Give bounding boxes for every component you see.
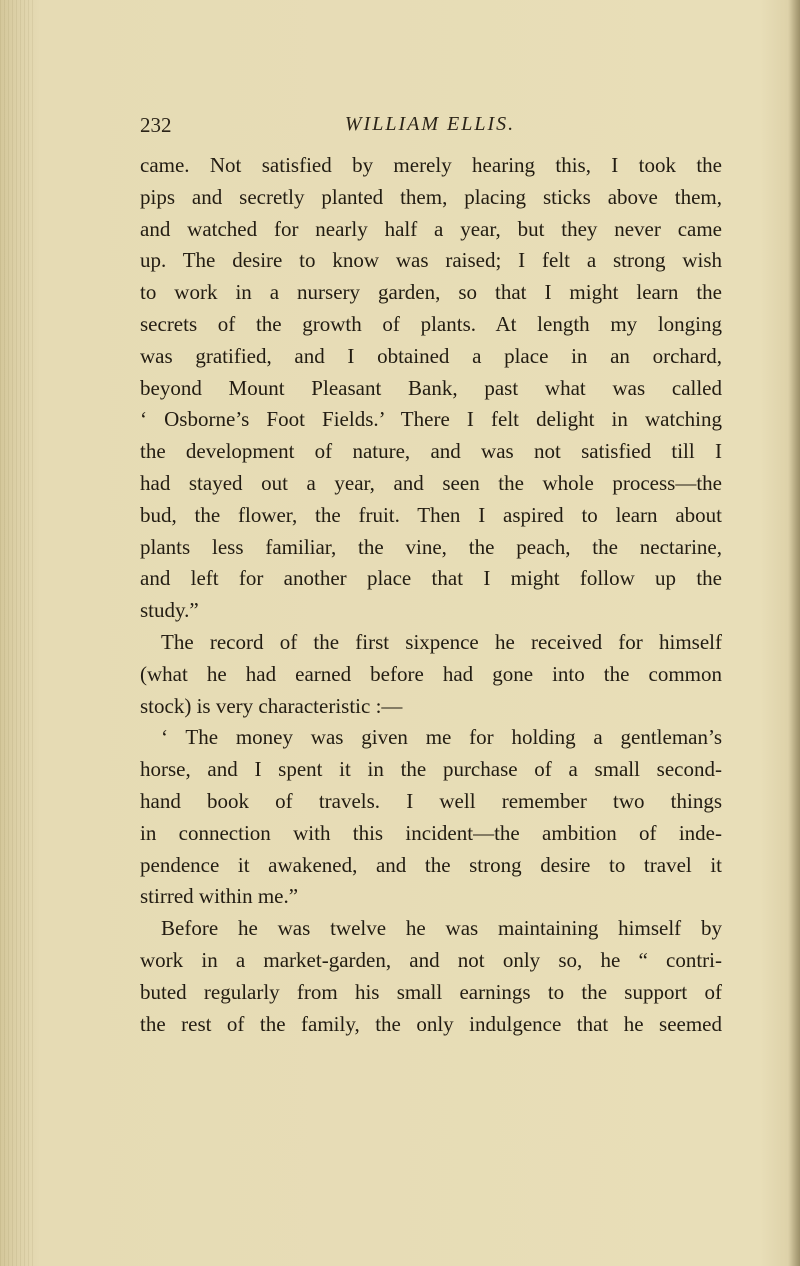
paragraph-4 [140, 913, 722, 1040]
text-line: in connection with this incident—the ambition of inde- [140, 820, 722, 845]
paragraph-3 [140, 722, 722, 913]
running-title: WILLIAM ELLIS. [344, 113, 516, 135]
text-line: pendence it awakened, and the strong desire to travel it [140, 852, 722, 877]
text-line: the development of nature, and was not satisfied till I [140, 439, 722, 464]
paragraph-2 [140, 627, 722, 722]
text-line: stock) is very characteristic :— [140, 693, 403, 718]
text-line: to work in a nursery garden, so that I might learn the [140, 280, 722, 305]
text-line: buted regularly from his small earnings to the support of [140, 979, 722, 1004]
text-line: ‘ The money was given me for holding a gentleman’s [161, 725, 722, 750]
text-line: bud, the flower, the fruit. Then I aspired to learn about [140, 502, 722, 527]
text-line: (what he had earned before had gone into the common [140, 661, 722, 686]
text-line: pips and secretly planted them, placing sticks above them, [140, 184, 722, 209]
text-line: came. Not satisfied by merely hearing this, I took the [140, 153, 722, 177]
page-header [140, 113, 720, 143]
page-edge-shadow [788, 0, 800, 1266]
text-line: the rest of the family, the only indulgence that he seemed [140, 1011, 722, 1036]
text-line: and watched for nearly half a year, but they never came [140, 216, 722, 241]
text-line: secrets of the growth of plants. At length my longing [140, 311, 722, 336]
text-line: stirred within me.” [140, 884, 299, 909]
text-line: hand book of travels. I well remember two things [140, 788, 722, 813]
text-line: beyond Mount Pleasant Bank, past what was called [140, 375, 722, 400]
text-line: and left for another place that I might follow up the [140, 566, 722, 591]
text-line: Before he was twelve he was maintaining himself by [161, 916, 722, 941]
paragraph-1 [140, 150, 722, 627]
text-line: study.” [140, 598, 199, 623]
text-line: up. The desire to know was raised; I felt a strong wish [140, 248, 722, 273]
page-gutter-shadow [0, 0, 34, 1266]
text-line: was gratified, and I obtained a place in an orchard, [140, 343, 722, 368]
text-line: horse, and I spent it in the purchase of a small second- [140, 757, 722, 782]
text-line: work in a market-garden, and not only so, he “ contri- [140, 947, 722, 972]
page-number: 232 [140, 113, 172, 137]
body-text [140, 150, 722, 1040]
text-line: The record of the first sixpence he received for himself [161, 629, 722, 654]
text-line: ‘ Osborne’s Foot Fields.’ There I felt delight in watching [140, 407, 722, 432]
text-line: plants less familiar, the vine, the peach, the nectarine, [140, 534, 722, 559]
text-line: had stayed out a year, and seen the whole process—the [140, 470, 722, 495]
